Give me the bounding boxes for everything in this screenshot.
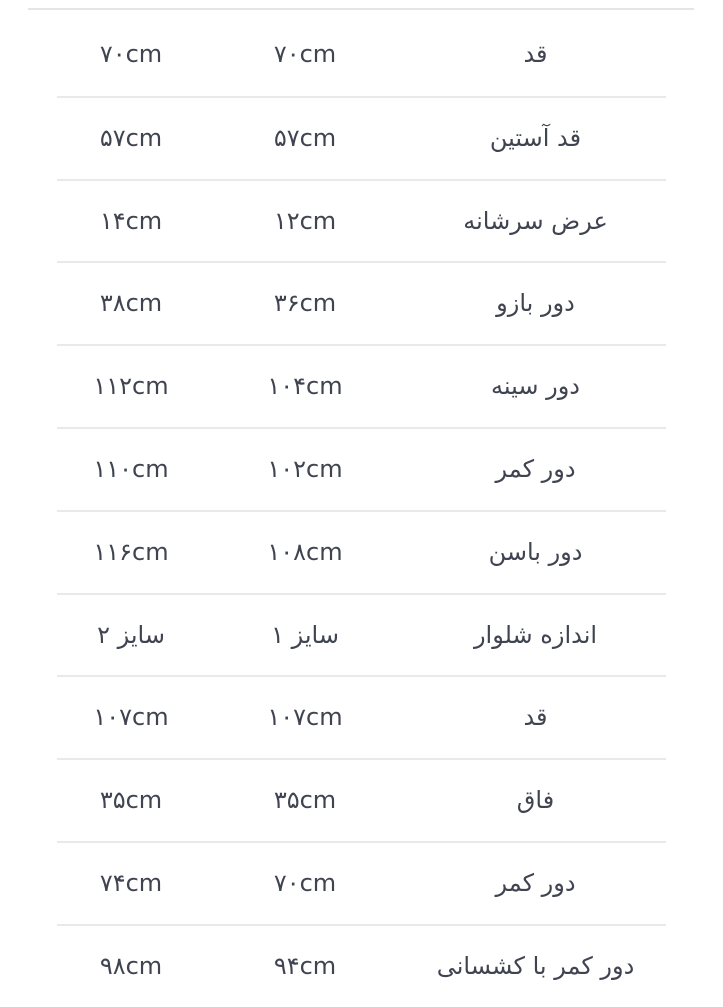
size-2-value: ۹۸cm xyxy=(99,951,163,980)
size-2-value: ۳۸cm xyxy=(99,289,163,318)
size-2-value: ۱۱۰cm xyxy=(93,454,169,483)
measurement-label: دور بازو xyxy=(496,289,575,318)
size-1-value: ۱۲cm xyxy=(273,206,337,235)
table-row xyxy=(57,510,666,593)
table-row xyxy=(57,427,666,510)
table-row xyxy=(57,841,666,924)
size-1-value: ۳۵cm xyxy=(273,786,337,815)
size-2-value: ۱۰۷cm xyxy=(93,703,169,732)
size-1-value: ۵۷cm xyxy=(273,123,337,152)
size-1-value: ۹۴cm xyxy=(273,951,337,980)
measurement-label: دور کمر xyxy=(495,868,576,897)
table-row xyxy=(57,758,666,841)
measurement-label: قد xyxy=(523,703,548,732)
size-1-value: ۷۰cm xyxy=(273,40,337,68)
size-2-value: ۷۰cm xyxy=(99,40,163,68)
size-1-value: ۱۰۷cm xyxy=(267,703,343,732)
measurement-label: قد آستین xyxy=(489,123,582,152)
size-2-value: ۱۴cm xyxy=(99,206,163,235)
size-2-value: ۱۱۲cm xyxy=(93,372,169,401)
table-row xyxy=(57,96,666,179)
size-1-value: ۳۶cm xyxy=(273,289,337,318)
size-1-value: ۱۰۴cm xyxy=(267,372,343,401)
size-1-value: سایز ۱ xyxy=(271,620,339,649)
table-row xyxy=(57,344,666,427)
size-2-value: ۱۱۶cm xyxy=(93,537,169,566)
table-row xyxy=(57,593,666,676)
measurement-label: دور سینه xyxy=(491,372,580,401)
table-row xyxy=(57,924,666,1007)
table-row xyxy=(57,675,666,758)
size-chart-table xyxy=(57,13,666,1007)
size-1-value: ۱۰۲cm xyxy=(267,454,343,483)
measurement-label: اندازه شلوار xyxy=(473,620,598,649)
table-row xyxy=(57,179,666,262)
size-2-value: ۵۷cm xyxy=(99,123,163,152)
table-row xyxy=(57,261,666,344)
size-1-value: ۷۰cm xyxy=(273,868,337,897)
size-2-value: ۷۴cm xyxy=(99,868,163,897)
table-top-divider xyxy=(28,8,694,10)
measurement-label: فاق xyxy=(516,786,555,815)
measurement-label: عرض سرشانه xyxy=(463,206,608,235)
measurement-label: قد xyxy=(523,40,548,68)
measurement-label: دور کمر xyxy=(495,454,576,483)
size-1-value: ۱۰۸cm xyxy=(267,537,343,566)
measurement-label: دور باسن xyxy=(488,537,583,566)
size-2-value: سایز ۲ xyxy=(97,620,165,649)
measurement-label: دور کمر با کشسانی xyxy=(436,951,635,980)
table-row xyxy=(57,13,666,96)
size-2-value: ۳۵cm xyxy=(99,786,163,815)
